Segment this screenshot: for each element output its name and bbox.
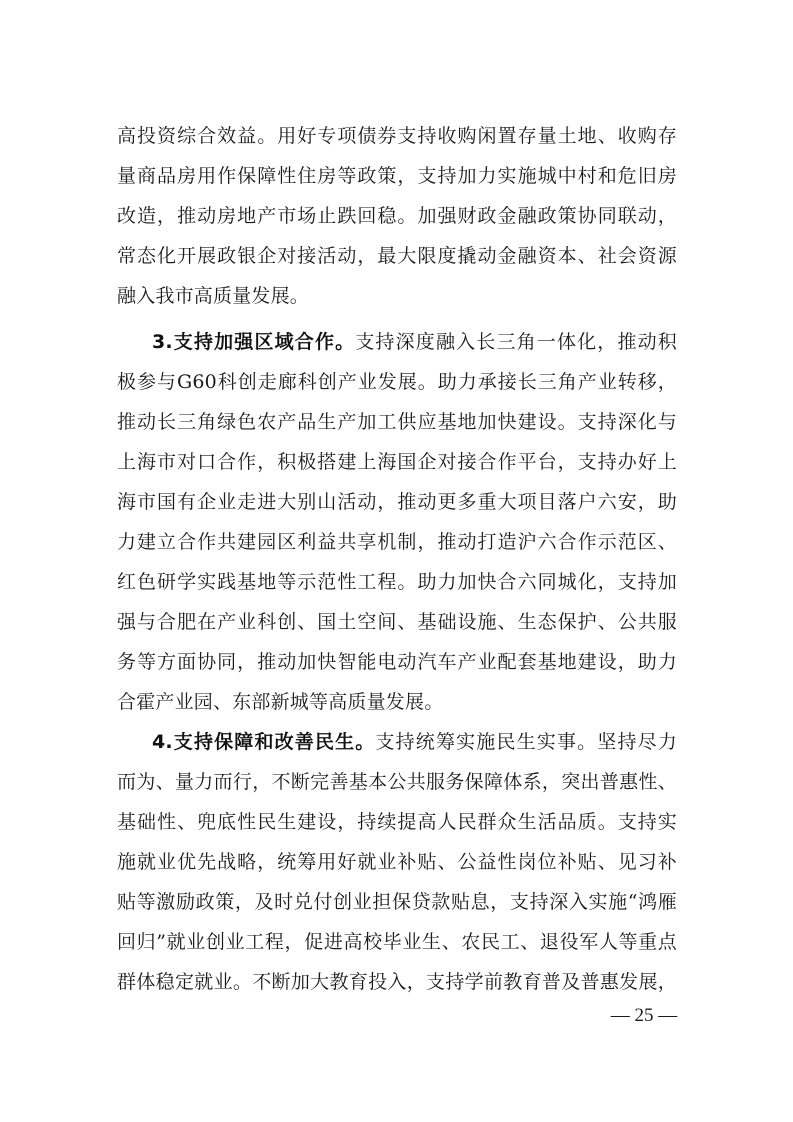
page-number: — 25 — <box>610 1005 678 1026</box>
section-3-first-line-text: 支持深度融入长三角一体化，推动积 <box>355 331 678 353</box>
body-line: 高投资综合效益。用好专项债券支持收购闲置存量土地、收购存 <box>117 125 677 147</box>
body-line: 改造，推动房地产市场止跌回稳。加强财政金融政策协同联动， <box>117 205 677 227</box>
section-4-line: 贴等激励政策，及时兑付创业担保贷款贴息，支持深入实施“鸿雁 <box>117 891 677 913</box>
section-4-first-line <box>152 722 677 762</box>
section-4-first-line-text: 支持统筹实施民生实事。坚持尽力 <box>375 731 677 753</box>
section-3-line: 强与合肥在产业科创、国土空间、基础设施、生态保护、公共服 <box>117 611 677 633</box>
section-3-line: 力建立合作共建园区利益共享机制，推动打造沪六合作示范区、 <box>117 531 677 553</box>
section-3-line: 合霍产业园、东部新城等高质量发展。 <box>117 691 444 713</box>
section-3-line: 极参与G60科创走廊科创产业发展。助力承接长三角产业转移， <box>117 371 677 393</box>
section-3-line: 务等方面协同，推动加快智能电动汽车产业配套基地建设，助力 <box>117 651 677 673</box>
section-3-line: 上海市对口合作，积极搭建上海国企对接合作平台，支持办好上 <box>117 451 677 473</box>
section-3-line: 推动长三角绿色农产品生产加工供应基地加快建设。支持深化与 <box>117 411 677 433</box>
section-4-line: 回归”就业创业工程，促进高校毕业生、农民工、退役军人等重点 <box>117 931 677 953</box>
section-3-heading: 3.支持加强区域合作。 <box>152 331 356 353</box>
section-3-line: 海市国有企业走进大别山活动，推动更多重大项目落户六安，助 <box>117 491 677 513</box>
body-line: 融入我市高质量发展。 <box>117 285 310 307</box>
section-3-line: 红色研学实践基地等示范性工程。助力加快合六同城化，支持加 <box>117 571 677 593</box>
section-4-line: 基础性、兜底性民生建设，持续提高人民群众生活品质。支持实 <box>117 811 677 833</box>
section-4-line: 而为、量力而行，不断完善基本公共服务保障体系，突出普惠性、 <box>117 771 677 793</box>
body-line: 常态化开展政银企对接活动，最大限度撬动金融资本、社会资源 <box>117 245 677 267</box>
section-4-heading: 4.支持保障和改善民生。 <box>152 731 376 753</box>
section-3-first-line <box>152 322 677 362</box>
section-4-line: 施就业优先战略，统筹用好就业补贴、公益性岗位补贴、见习补 <box>117 851 677 873</box>
section-4-line: 群体稳定就业。不断加大教育投入，支持学前教育普及普惠发展， <box>117 971 677 993</box>
body-line: 量商品房用作保障性住房等政策，支持加力实施城中村和危旧房 <box>117 165 677 187</box>
